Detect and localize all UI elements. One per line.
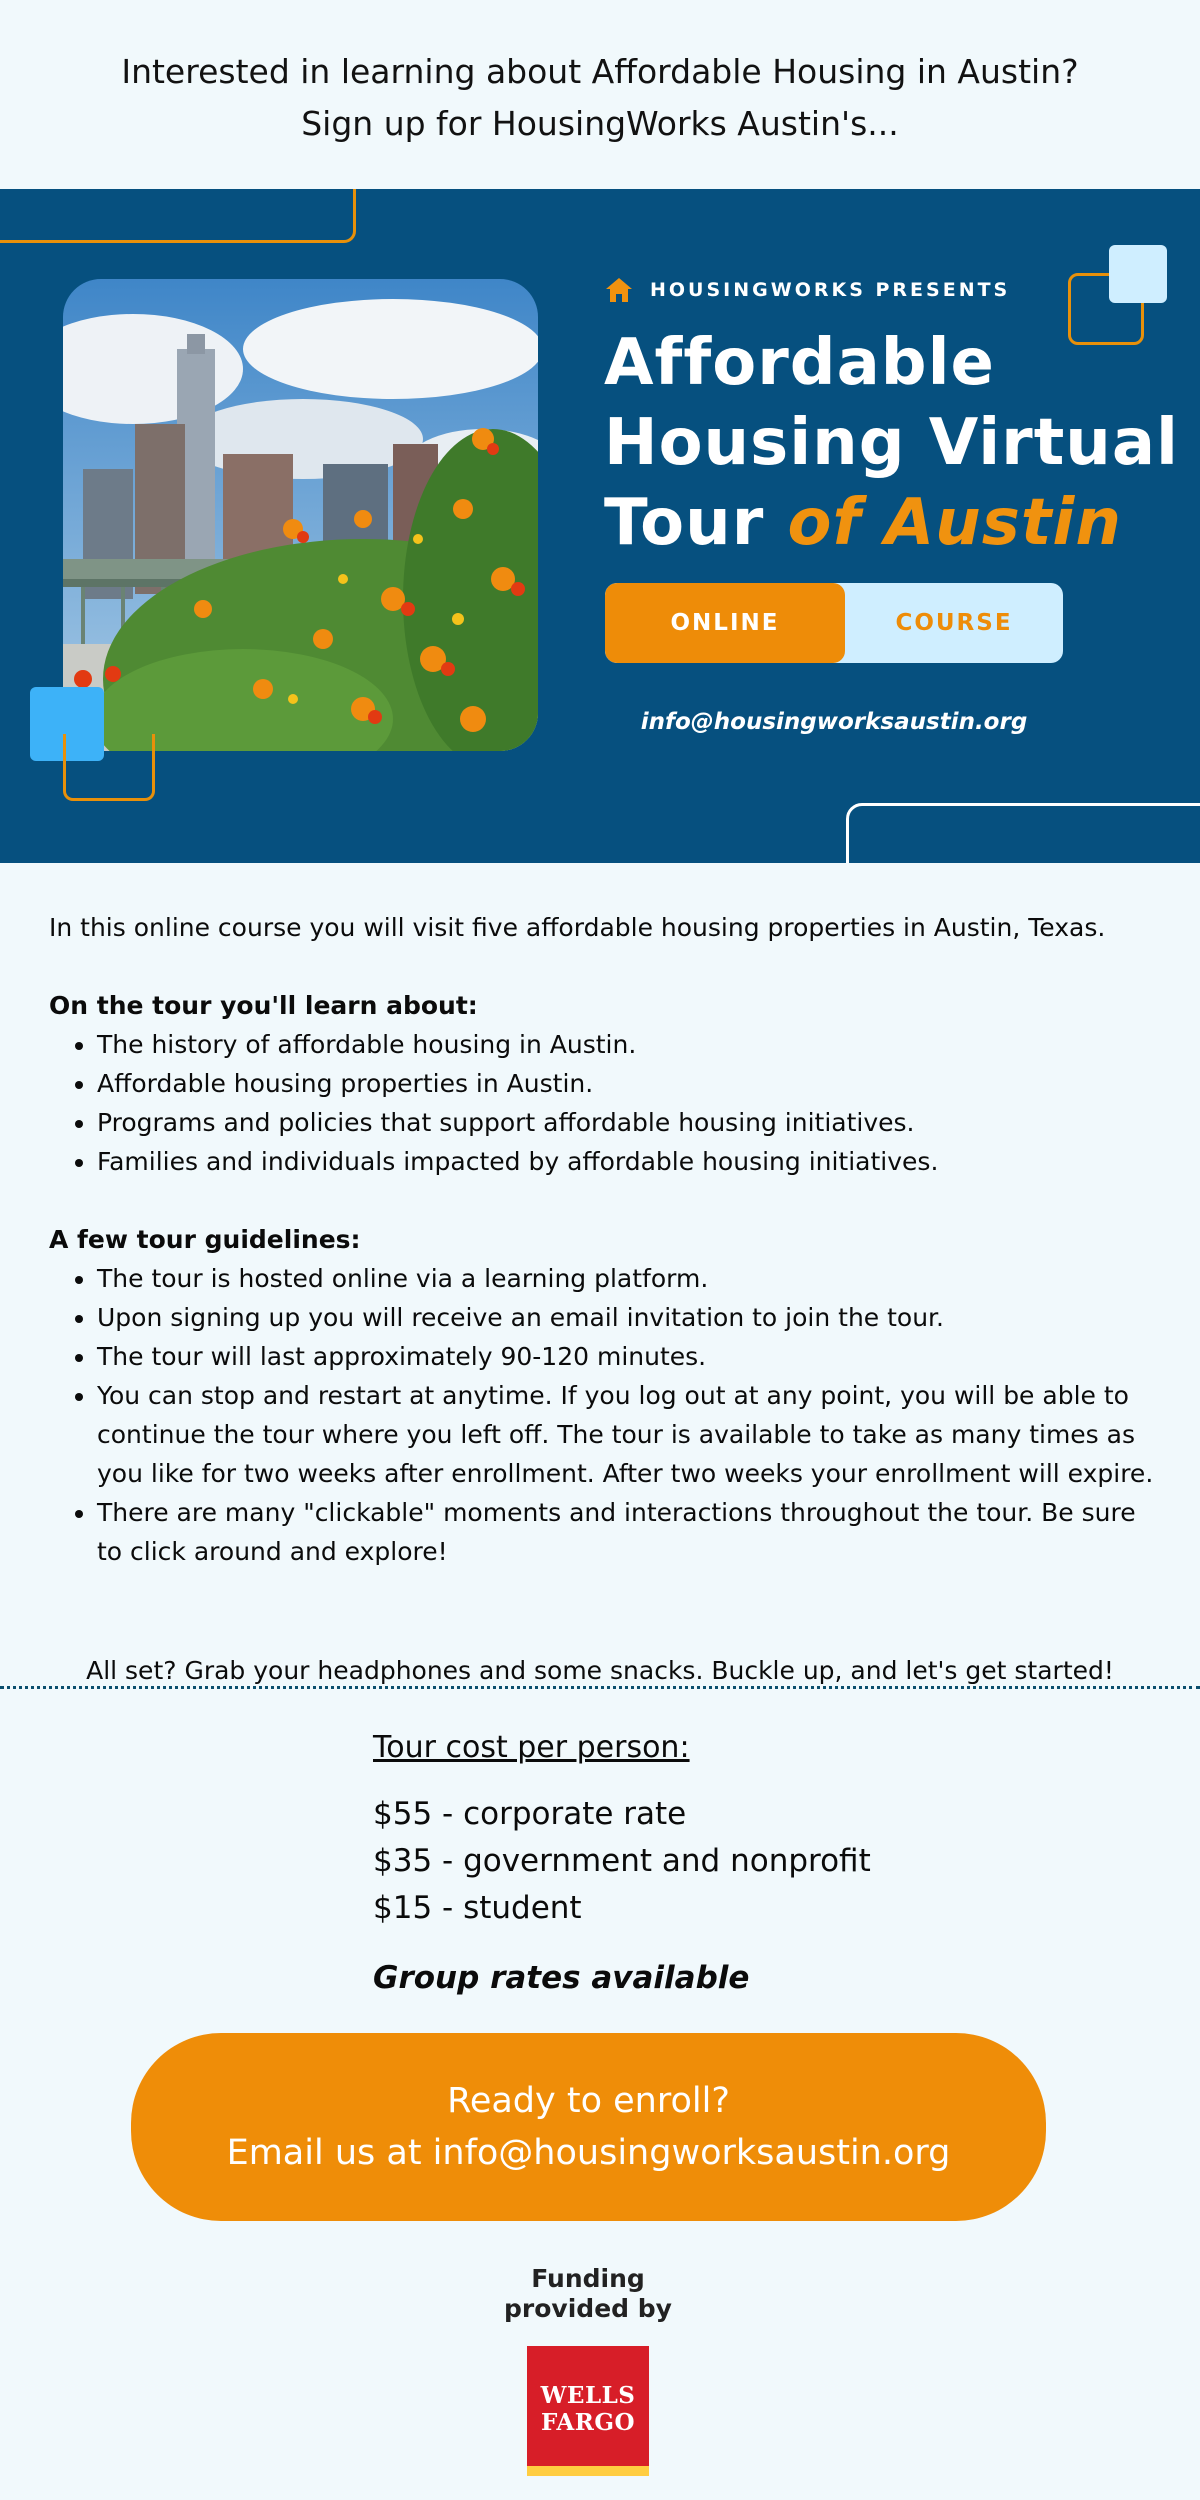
learn-heading: On the tour you'll learn about:: [49, 991, 478, 1020]
learn-list: [49, 1025, 1159, 1181]
list-item: • The history of affordable housing in Austin.: [97, 1025, 1159, 1064]
funding-line-2: provided by: [504, 2294, 672, 2323]
presents-kicker: [604, 275, 1010, 305]
hero-banner: [0, 189, 1200, 863]
closing-line: All set? Grab your headphones and some snacks. Buckle up, and let's get started!: [86, 1656, 1114, 1685]
list-item: • Upon signing up you will receive an email invitation to join the tour.: [97, 1298, 1159, 1337]
decorative-outline-left: [63, 734, 155, 801]
dotted-divider: [0, 1686, 1200, 1689]
tour-title-accent: of Austin: [787, 486, 1122, 560]
logo-line-1: WELLS: [540, 2382, 636, 2409]
austin-skyline-photo: [63, 279, 538, 751]
decorative-frame-top-left: [0, 189, 356, 243]
tour-title-line-2: Housing Virtual: [604, 406, 1179, 480]
list-item: • Programs and policies that support affordable housing initiatives.: [97, 1103, 1159, 1142]
banner-email[interactable]: info@housingworksaustin.org: [640, 709, 1028, 735]
list-item: • The tour is hosted online via a learning platform.: [97, 1259, 1159, 1298]
rate-government: $35 - government and nonprofit: [373, 1843, 871, 1879]
logo-text: [527, 2382, 649, 2436]
online-course-badge: [605, 583, 1063, 663]
enroll-line-1: Ready to enroll?: [447, 2081, 730, 2121]
home-icon: [604, 276, 634, 304]
logo-stripe: [527, 2466, 649, 2476]
list-item: • Affordable housing properties in Austin.: [97, 1064, 1159, 1103]
intro-heading: [0, 46, 1200, 150]
funding-credit: [0, 2264, 1176, 2324]
group-rates-note: Group rates available: [373, 1960, 750, 1996]
tour-title: [604, 323, 1184, 563]
decorative-square-light: [1109, 245, 1167, 303]
course-description: [49, 908, 1159, 1610]
guidelines-list: [49, 1259, 1159, 1571]
logo-line-2: FARGO: [540, 2409, 636, 2436]
enroll-email-button[interactable]: [131, 2033, 1046, 2221]
intro-line-1: Interested in learning about Affordable Housing in Austin?: [121, 52, 1079, 91]
enroll-line-2: Email us at info@housingworksaustin.org: [226, 2133, 951, 2173]
badge-online: ONLINE: [605, 583, 845, 663]
badge-course: COURSE: [895, 610, 1013, 636]
cost-title: Tour cost per person:: [373, 1730, 690, 1765]
lead-paragraph: In this online course you will visit five affordable housing properties in Austin, Texas.: [49, 913, 1106, 942]
tour-title-line-3: [604, 483, 1184, 563]
funding-line-1: Funding: [531, 2264, 645, 2293]
tour-title-plain: Tour: [604, 486, 788, 560]
wells-fargo-logo: [527, 2346, 649, 2476]
list-item: • The tour will last approximately 90-120 minutes.: [97, 1337, 1159, 1376]
decorative-frame-bottom-right: [846, 803, 1200, 863]
list-item: • There are many "clickable" moments and interactions throughout the tour. Be sure to click around and explore!: [97, 1493, 1159, 1571]
tour-title-line-1: Affordable: [604, 326, 995, 400]
rate-corporate: $55 - corporate rate: [373, 1796, 687, 1832]
intro-line-2: Sign up for HousingWorks Austin's...: [301, 104, 899, 143]
list-item: • Families and individuals impacted by affordable housing initiatives.: [97, 1142, 1159, 1181]
rate-student: $15 - student: [373, 1890, 582, 1926]
tour-cost-section: [373, 1725, 1073, 2001]
list-item: • You can stop and restart at anytime. If you log out at any point, you will be able to continue the tour where you left off. The tour is available to take as many times as you like for two weeks after enrollment. After two weeks your enrollment will expire.: [97, 1376, 1159, 1493]
presents-label: HOUSINGWORKS PRESENTS: [650, 279, 1011, 301]
guidelines-heading: A few tour guidelines:: [49, 1225, 361, 1254]
